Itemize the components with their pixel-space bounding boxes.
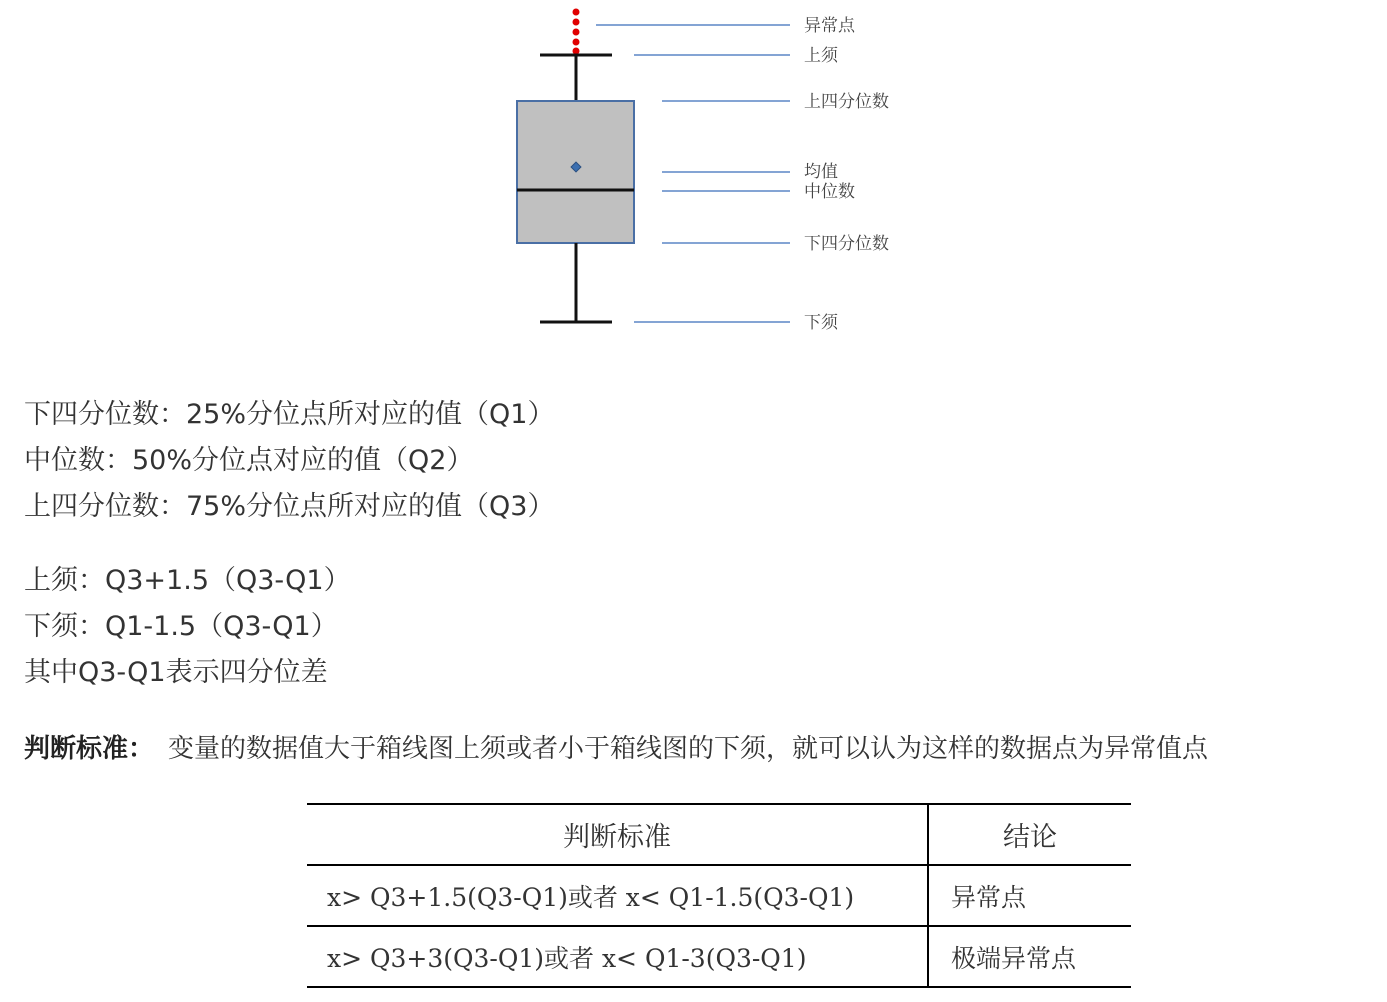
header-conclusion: 结论 xyxy=(928,804,1131,865)
definition-q2: 中位数：50%分位点对应的值（Q2） xyxy=(24,445,474,476)
label-upper-whisker: 上须 xyxy=(804,46,838,66)
outlier-point xyxy=(573,48,580,55)
definition-lower-whisker: 下须：Q1-1.5（Q3-Q1） xyxy=(24,611,338,642)
quartile-definitions xyxy=(24,392,554,530)
header-criteria: 判断标准 xyxy=(307,804,928,865)
criteria-text: 变量的数据值大于箱线图上须或者小于箱线图的下须，就可以认为这样的数据点为异常值点 xyxy=(168,734,1209,764)
criteria-paragraph xyxy=(24,726,1208,772)
criteria-table xyxy=(307,803,1131,988)
label-lower-whisker: 下须 xyxy=(804,313,838,333)
rule-cell: x> Q3+3(Q3-Q1)或者 x< Q1-3(Q3-Q1) xyxy=(307,926,928,987)
whisker-definitions xyxy=(24,558,351,696)
rule-cell: x> Q3+1.5(Q3-Q1)或者 x< Q1-1.5(Q3-Q1) xyxy=(307,865,928,926)
label-lower-quartile: 下四分位数 xyxy=(804,234,889,254)
label-mean: 均值 xyxy=(804,162,838,182)
result-cell: 异常点 xyxy=(928,865,1131,926)
table-header-row xyxy=(307,804,1131,865)
outlier-point xyxy=(573,39,580,46)
outlier-point xyxy=(573,19,580,26)
criteria-label: 判断标准： xyxy=(24,734,155,764)
definition-upper-whisker: 上须：Q3+1.5（Q3-Q1） xyxy=(24,565,351,596)
definition-q3: 上四分位数：75%分位点所对应的值（Q3） xyxy=(24,491,555,522)
iqr-note: 其中Q3-Q1表示四分位差 xyxy=(24,657,328,688)
label-median: 中位数 xyxy=(804,182,855,202)
definition-q1: 下四分位数：25%分位点所对应的值（Q1） xyxy=(24,399,555,430)
result-cell: 极端异常点 xyxy=(928,926,1131,987)
outlier-points xyxy=(573,9,580,55)
table-row xyxy=(307,865,1131,926)
outlier-point xyxy=(573,29,580,36)
label-outlier: 异常点 xyxy=(804,16,855,36)
table-row xyxy=(307,926,1131,987)
boxplot-diagram xyxy=(0,0,1387,345)
label-upper-quartile: 上四分位数 xyxy=(804,92,889,112)
outlier-point xyxy=(573,9,580,16)
